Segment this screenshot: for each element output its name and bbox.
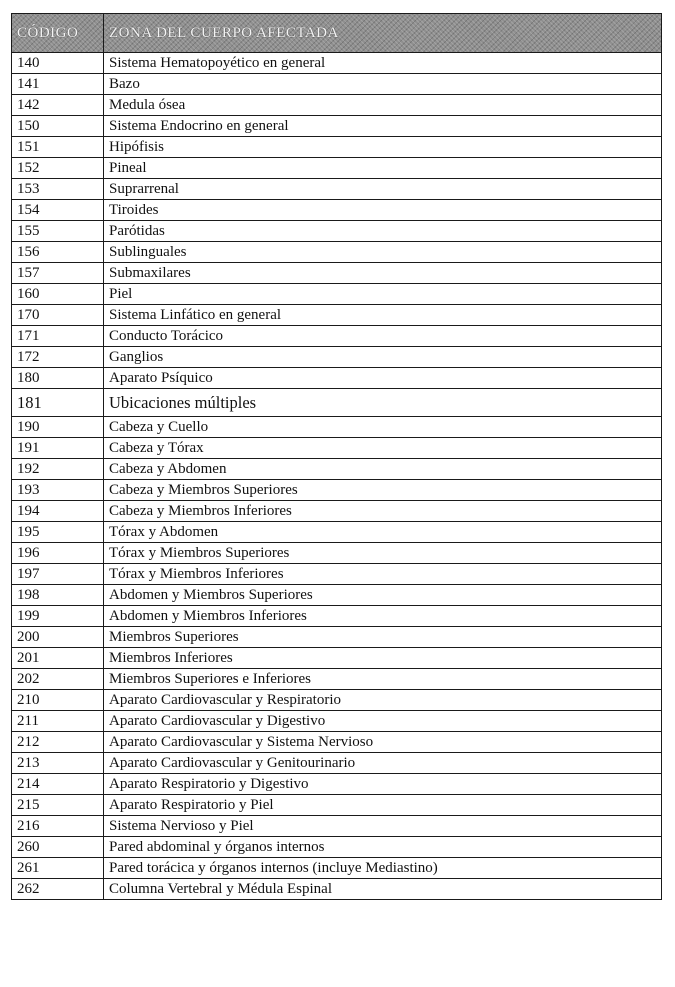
table-row bbox=[12, 95, 662, 116]
row-code: 156 bbox=[12, 242, 104, 263]
row-code: 160 bbox=[12, 284, 104, 305]
row-zone: Columna Vertebral y Médula Espinal bbox=[104, 879, 662, 900]
row-code: 214 bbox=[12, 774, 104, 795]
row-code: 180 bbox=[12, 368, 104, 389]
row-zone: Parótidas bbox=[104, 221, 662, 242]
row-code: 152 bbox=[12, 158, 104, 179]
table-row bbox=[12, 732, 662, 753]
table-row bbox=[12, 795, 662, 816]
table-row bbox=[12, 305, 662, 326]
table-row bbox=[12, 753, 662, 774]
table-row bbox=[12, 543, 662, 564]
row-zone: Abdomen y Miembros Superiores bbox=[104, 585, 662, 606]
row-zone: Miembros Inferiores bbox=[104, 648, 662, 669]
row-zone: Cabeza y Cuello bbox=[104, 417, 662, 438]
row-code: 154 bbox=[12, 200, 104, 221]
row-code: 261 bbox=[12, 858, 104, 879]
row-zone: Conducto Torácico bbox=[104, 326, 662, 347]
row-zone: Cabeza y Miembros Inferiores bbox=[104, 501, 662, 522]
row-zone: Tórax y Abdomen bbox=[104, 522, 662, 543]
row-code: 192 bbox=[12, 459, 104, 480]
table-row bbox=[12, 501, 662, 522]
row-code: 193 bbox=[12, 480, 104, 501]
table-row bbox=[12, 347, 662, 368]
row-code: 199 bbox=[12, 606, 104, 627]
row-zone: Abdomen y Miembros Inferiores bbox=[104, 606, 662, 627]
row-code: 194 bbox=[12, 501, 104, 522]
table-row bbox=[12, 263, 662, 284]
table-row bbox=[12, 606, 662, 627]
table-row bbox=[12, 879, 662, 900]
row-code: 181 bbox=[12, 389, 104, 417]
row-code: 140 bbox=[12, 53, 104, 74]
row-code: 197 bbox=[12, 564, 104, 585]
row-code: 198 bbox=[12, 585, 104, 606]
row-code: 212 bbox=[12, 732, 104, 753]
table-row bbox=[12, 627, 662, 648]
row-zone: Sistema Endocrino en general bbox=[104, 116, 662, 137]
table-row bbox=[12, 564, 662, 585]
row-zone: Pared abdominal y órganos internos bbox=[104, 837, 662, 858]
row-code: 196 bbox=[12, 543, 104, 564]
row-zone: Miembros Superiores e Inferiores bbox=[104, 669, 662, 690]
body-zone-code-table bbox=[11, 13, 662, 900]
row-code: 202 bbox=[12, 669, 104, 690]
row-code: 150 bbox=[12, 116, 104, 137]
table-row bbox=[12, 242, 662, 263]
row-code: 171 bbox=[12, 326, 104, 347]
table-row bbox=[12, 816, 662, 837]
table-row bbox=[12, 368, 662, 389]
table-row bbox=[12, 585, 662, 606]
row-zone: Cabeza y Miembros Superiores bbox=[104, 480, 662, 501]
row-zone: Sistema Hematopoyético en general bbox=[104, 53, 662, 74]
header-zone: ZONA DEL CUERPO AFECTADA bbox=[104, 14, 662, 53]
table-row bbox=[12, 417, 662, 438]
table-row bbox=[12, 438, 662, 459]
table-row bbox=[12, 116, 662, 137]
table-row bbox=[12, 137, 662, 158]
table-row bbox=[12, 858, 662, 879]
row-code: 172 bbox=[12, 347, 104, 368]
table-row bbox=[12, 200, 662, 221]
row-zone: Sistema Linfático en general bbox=[104, 305, 662, 326]
row-zone: Suprarrenal bbox=[104, 179, 662, 200]
table-row bbox=[12, 459, 662, 480]
row-zone: Aparato Cardiovascular y Digestivo bbox=[104, 711, 662, 732]
row-zone: Pineal bbox=[104, 158, 662, 179]
row-zone: Aparato Cardiovascular y Respiratorio bbox=[104, 690, 662, 711]
row-zone: Pared torácica y órganos internos (incluye Mediastino) bbox=[104, 858, 662, 879]
table-row bbox=[12, 669, 662, 690]
row-code: 200 bbox=[12, 627, 104, 648]
row-code: 201 bbox=[12, 648, 104, 669]
row-code: 155 bbox=[12, 221, 104, 242]
row-code: 142 bbox=[12, 95, 104, 116]
table-header-row bbox=[12, 14, 662, 53]
row-zone: Hipófisis bbox=[104, 137, 662, 158]
row-code: 195 bbox=[12, 522, 104, 543]
row-zone: Tórax y Miembros Superiores bbox=[104, 543, 662, 564]
table-row bbox=[12, 158, 662, 179]
row-zone: Aparato Respiratorio y Digestivo bbox=[104, 774, 662, 795]
row-code: 190 bbox=[12, 417, 104, 438]
row-zone: Aparato Cardiovascular y Genitourinario bbox=[104, 753, 662, 774]
row-zone: Medula ósea bbox=[104, 95, 662, 116]
row-zone: Bazo bbox=[104, 74, 662, 95]
row-code: 215 bbox=[12, 795, 104, 816]
table-row bbox=[12, 179, 662, 200]
row-zone: Aparato Cardiovascular y Sistema Nervioso bbox=[104, 732, 662, 753]
row-code: 157 bbox=[12, 263, 104, 284]
row-code: 262 bbox=[12, 879, 104, 900]
row-code: 210 bbox=[12, 690, 104, 711]
table-row bbox=[12, 837, 662, 858]
table-body bbox=[12, 53, 662, 900]
row-zone: Piel bbox=[104, 284, 662, 305]
row-zone: Cabeza y Abdomen bbox=[104, 459, 662, 480]
row-code: 211 bbox=[12, 711, 104, 732]
row-zone: Tiroides bbox=[104, 200, 662, 221]
row-code: 260 bbox=[12, 837, 104, 858]
row-code: 151 bbox=[12, 137, 104, 158]
table-row bbox=[12, 711, 662, 732]
row-code: 153 bbox=[12, 179, 104, 200]
table-row bbox=[12, 522, 662, 543]
table-row bbox=[12, 221, 662, 242]
row-zone: Submaxilares bbox=[104, 263, 662, 284]
table-row bbox=[12, 389, 662, 417]
table-row bbox=[12, 326, 662, 347]
header-code: CÓDIGO bbox=[12, 14, 104, 53]
row-zone: Sublinguales bbox=[104, 242, 662, 263]
row-zone: Aparato Respiratorio y Piel bbox=[104, 795, 662, 816]
table-row bbox=[12, 648, 662, 669]
row-zone: Ubicaciones múltiples bbox=[104, 389, 662, 417]
row-zone: Cabeza y Tórax bbox=[104, 438, 662, 459]
table-row bbox=[12, 53, 662, 74]
row-code: 170 bbox=[12, 305, 104, 326]
row-code: 191 bbox=[12, 438, 104, 459]
row-code: 141 bbox=[12, 74, 104, 95]
row-code: 213 bbox=[12, 753, 104, 774]
row-zone: Tórax y Miembros Inferiores bbox=[104, 564, 662, 585]
table-row bbox=[12, 74, 662, 95]
row-code: 216 bbox=[12, 816, 104, 837]
row-zone: Ganglios bbox=[104, 347, 662, 368]
row-zone: Aparato Psíquico bbox=[104, 368, 662, 389]
row-zone: Miembros Superiores bbox=[104, 627, 662, 648]
table-row bbox=[12, 284, 662, 305]
table-row bbox=[12, 480, 662, 501]
table-row bbox=[12, 690, 662, 711]
table-row bbox=[12, 774, 662, 795]
row-zone: Sistema Nervioso y Piel bbox=[104, 816, 662, 837]
